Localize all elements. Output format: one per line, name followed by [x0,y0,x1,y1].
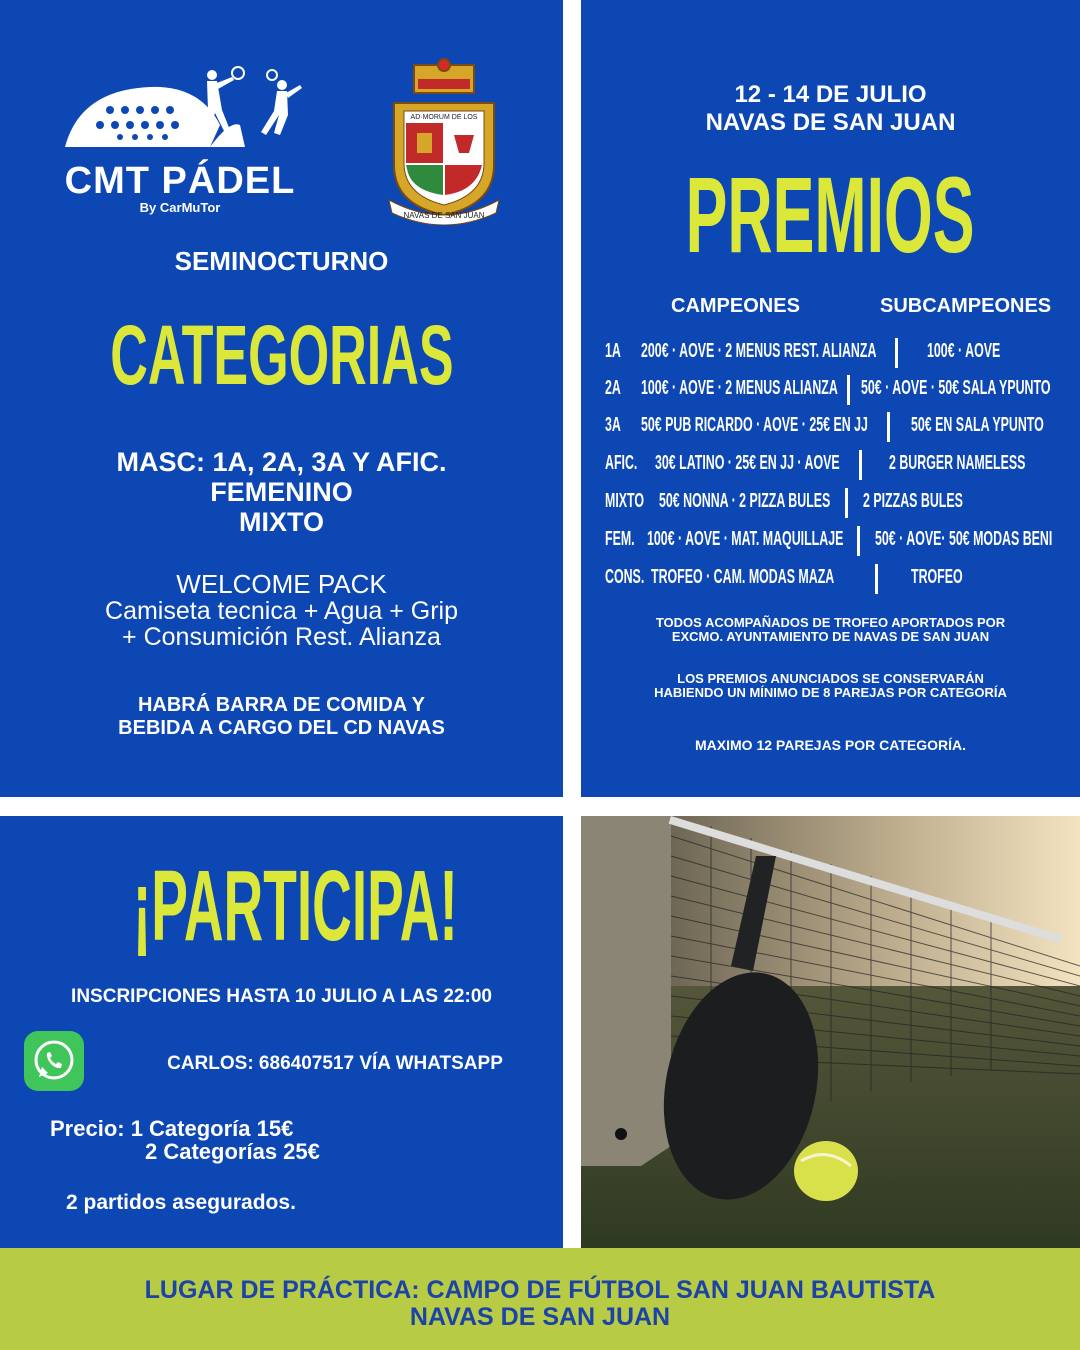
welcome-pack-title: WELCOME PACK [176,569,387,599]
participa-heading: ¡PARTICIPA! [132,850,458,962]
price-line: 2 Categorías 25€ [145,1139,320,1164]
maximum-pairs-note: MAXIMO 12 PAREJAS POR CATEGORÍA. [695,737,966,753]
event-type: SEMINOCTURNO [174,246,389,276]
category-line: MIXTO [238,507,324,537]
trophy-note: TODOS ACOMPAÑADOS DE TROFEO APORTADOS POR [655,615,1006,630]
price-line: Precio: 1 Categoría 15€ [50,1116,294,1141]
prize-row: 3A 50€ PUB RICARDO · AOVE · 25€ EN JJ 50€ EN SALA YPUNTO [605,414,1080,450]
prize-row: CONS. TROFEO · CAM. MODAS MAZA TROFEO [605,566,1080,602]
category-line: MASC: 1A, 2A, 3A Y AFIC. [116,447,447,477]
champions-column-header: CAMPEONES [671,295,800,317]
svg-text:AD·MORUM DE LOS: AD·MORUM DE LOS [410,114,478,121]
padel-photo [581,816,1080,1248]
food-bar-note: BEBIDA A CARGO DEL CD NAVAS [118,717,445,739]
prize-row: AFIC. 30€ LATINO · 25€ EN JJ · AOVE 2 BURGER NAMELESS [605,452,1080,488]
guaranteed-matches: 2 partidos asegurados. [66,1191,296,1214]
event-location: NAVAS DE SAN JUAN [705,109,956,136]
prize-row: 2A 100€ · AOVE · 2 MENUS ALIANZA 50€ · AOVE · 50€ SALA YPUNTO [605,377,1080,413]
welcome-pack-line: + Consumición Rest. Alianza [122,623,441,651]
event-dates: 12 - 14 DE JULIO [734,81,927,108]
welcome-pack-line: Camiseta tecnica + Agua + Grip [105,597,458,625]
categorias-heading: CATEGORIAS [109,308,454,402]
padel-racket-ball-image [581,816,1080,1248]
minimum-pairs-note: LOS PREMIOS ANUNCIADOS SE CONSERVARÁN [677,671,984,686]
prize-row: MIXTO 50€ NONNA · 2 PIZZA BULES 2 PIZZAS BULES [605,490,1080,526]
whatsapp-icon[interactable] [24,1031,84,1091]
trophy-note: EXCMO. AYUNTAMIENTO DE NAVAS DE SAN JUAN [671,629,990,644]
town-crest-icon [384,55,504,225]
venue-line: LUGAR DE PRÁCTICA: CAMPO DE FÚTBOL SAN JUAN BAUTISTA [144,1276,936,1304]
prize-row: FEM. 100€ · AOVE · MAT. MAQUILLAJE 50€ · AOVE· 50€ MODAS BENI [605,528,1080,564]
prizes-panel [581,0,1080,797]
venue-line: NAVAS DE SAN JUAN [409,1303,671,1331]
registration-panel [0,816,563,1248]
logo-title: CMT PÁDEL [64,160,296,202]
food-bar-note: HABRÁ BARRA DE COMIDA Y [137,694,426,716]
prize-row: 1A 200€ · AOVE · 2 MENUS REST. ALIANZA 100€ · AOVE [605,340,1080,376]
premios-heading: PREMIOS [686,154,975,275]
categories-panel [0,0,563,797]
category-line: FEMENINO [210,477,353,507]
logo-subtitle: By CarMuTor [139,200,221,215]
registration-deadline: INSCRIPCIONES HASTA 10 JULIO A LAS 22:00 [71,986,492,1007]
minimum-pairs-note: HABIENDO UN MÍNIMO DE 8 PAREJAS POR CATEGORÍA [654,685,1007,700]
runners-up-column-header: SUBCAMPEONES [880,295,1052,317]
svg-text:NAVAS DE SAN JUAN: NAVAS DE SAN JUAN [403,211,485,220]
venue-footer [0,1248,1080,1350]
contact-phone[interactable]: CARLOS: 686407517 VÍA WHATSAPP [167,1053,503,1074]
